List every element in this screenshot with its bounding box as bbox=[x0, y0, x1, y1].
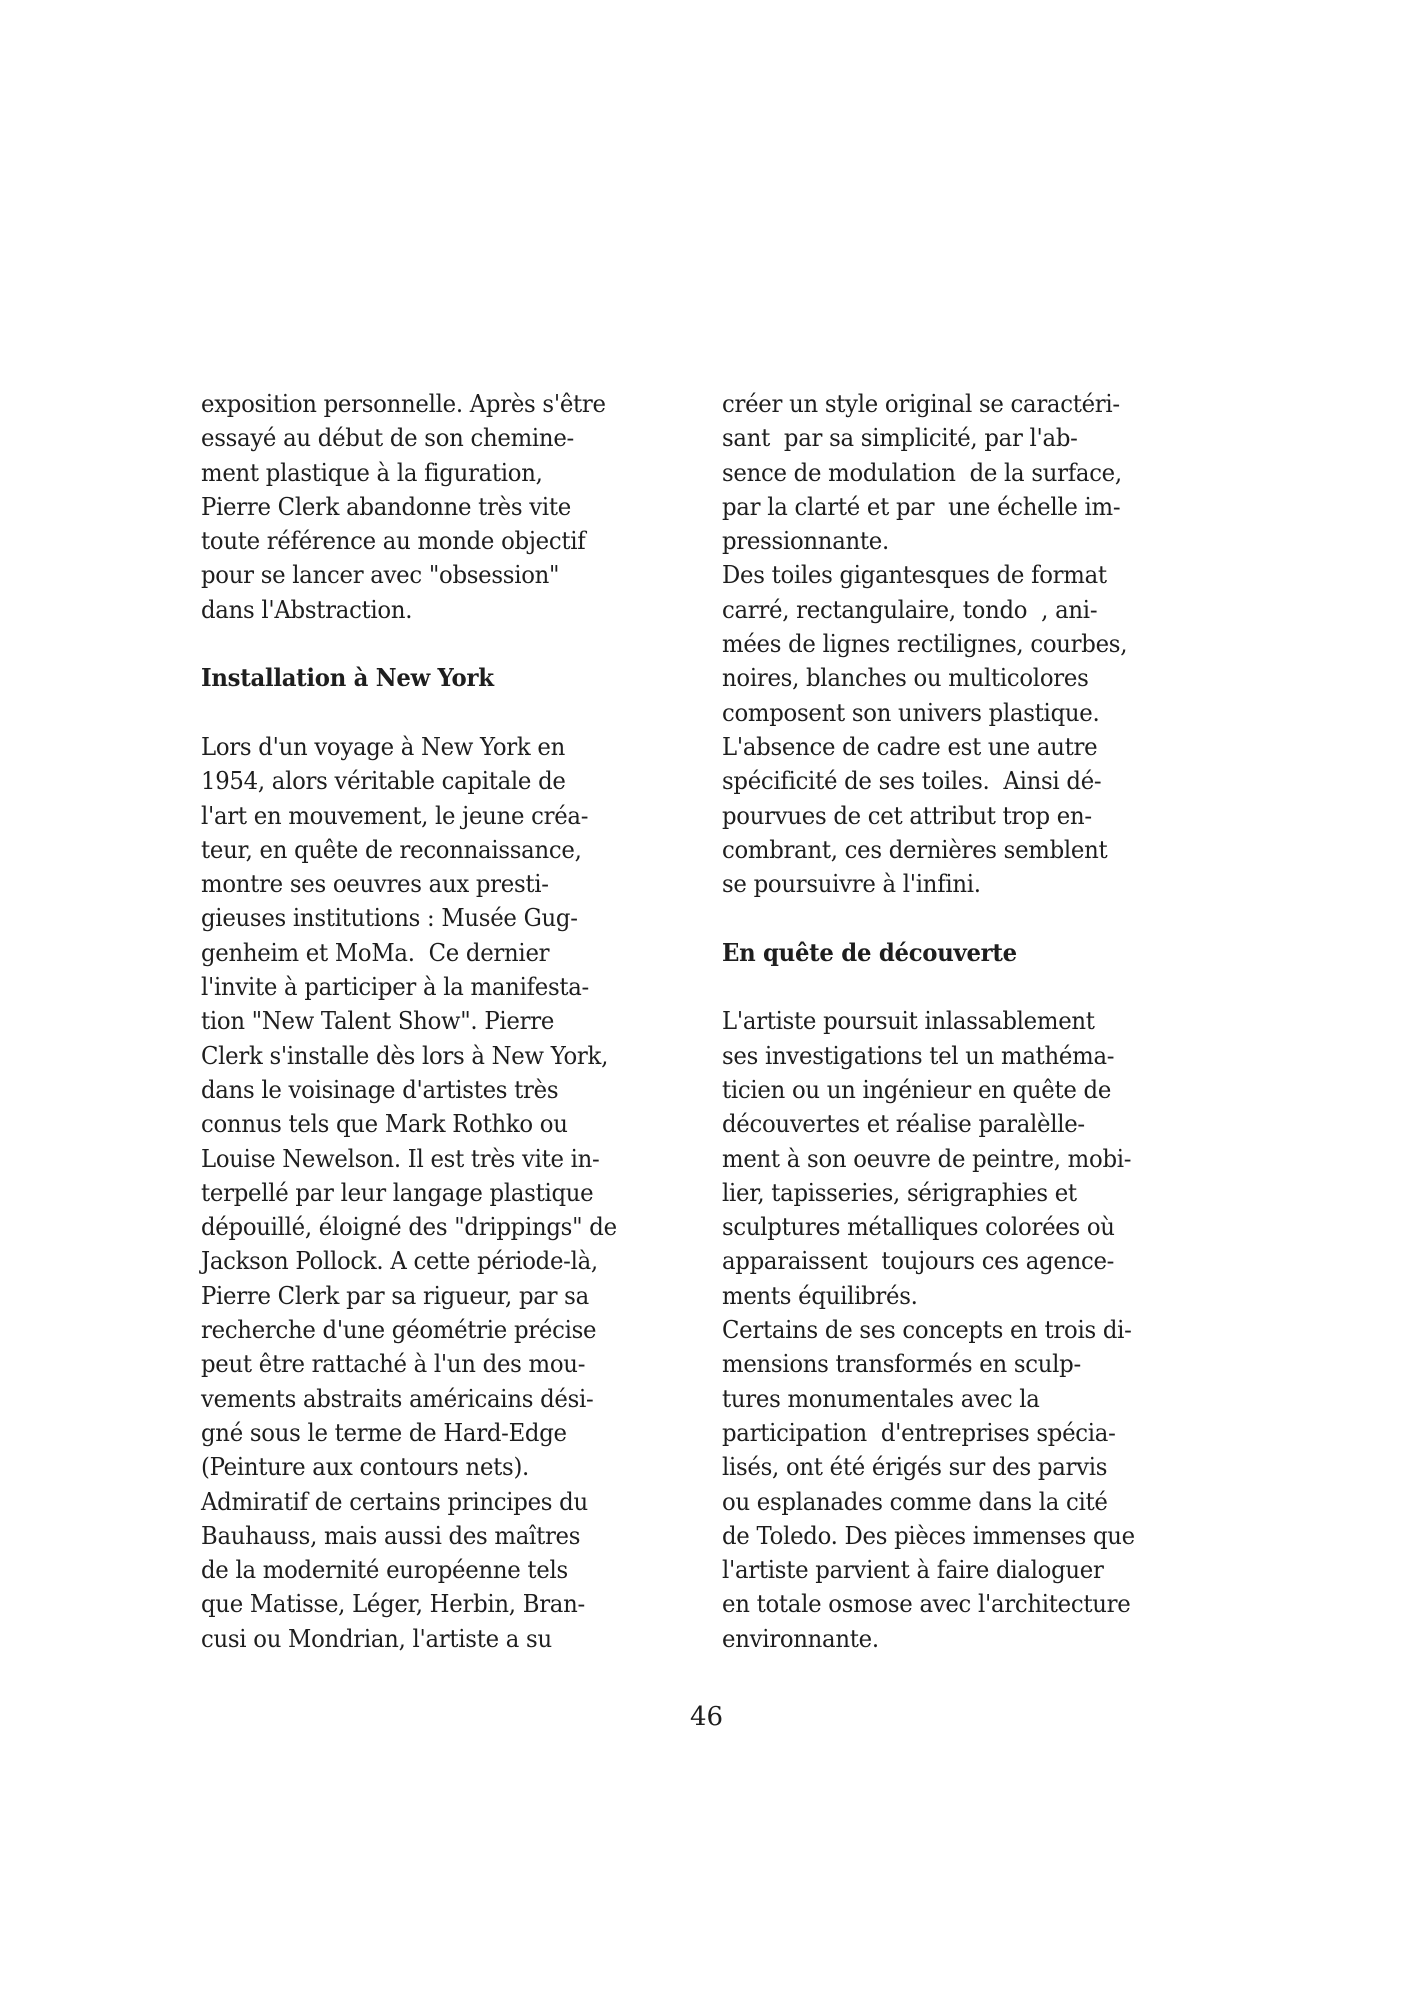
text-line: recherche d'une géométrie précise bbox=[201, 1315, 597, 1345]
spacer bbox=[201, 627, 721, 661]
text-line: l'art en mouvement, le jeune créa- bbox=[201, 800, 589, 830]
text-line: mensions transformés en sculp- bbox=[722, 1349, 1081, 1379]
text-line: teur, en quête de reconnaissance, bbox=[201, 834, 582, 864]
text-line: vements abstraits américains dési- bbox=[201, 1383, 594, 1413]
text-line: exposition personnelle. Après s'être bbox=[201, 389, 606, 418]
text-line: pourvues de cet attribut trop en- bbox=[722, 800, 1092, 830]
spacer bbox=[722, 970, 1242, 1004]
text-line: de Toledo. Des pièces immenses que bbox=[722, 1520, 1135, 1550]
text-line: (Peinture aux contours nets). bbox=[201, 1452, 530, 1482]
text-line: ses investigations tel un mathéma- bbox=[722, 1040, 1115, 1070]
left-intro-paragraph bbox=[201, 387, 721, 627]
text-line: pressionnante. bbox=[722, 526, 889, 556]
text-line: cusi ou Mondrian, l'artiste a su bbox=[201, 1623, 552, 1653]
text-line: apparaissent toujours ces agence- bbox=[722, 1246, 1115, 1276]
text-line: mées de lignes rectilignes, courbes, bbox=[722, 629, 1128, 659]
text-line: dépouillé, éloigné des "drippings" de bbox=[201, 1212, 617, 1242]
spacer bbox=[722, 901, 1242, 935]
text-line: participation d'entreprises spécia- bbox=[722, 1417, 1116, 1447]
text-line: essayé au début de son chemine- bbox=[201, 423, 574, 453]
text-line: montre ses oeuvres aux presti- bbox=[201, 869, 549, 899]
text-line: Pierre Clerk par sa rigueur, par sa bbox=[201, 1280, 589, 1310]
text-line: 1954, alors véritable capitale de bbox=[201, 766, 566, 796]
text-line: lisés, ont été érigés sur des parvis bbox=[722, 1452, 1108, 1482]
text-line: Admiratif de certains principes du bbox=[201, 1486, 588, 1516]
text-line: sculptures métalliques colorées où bbox=[722, 1212, 1115, 1242]
page-number: 46 bbox=[689, 1702, 724, 1732]
text-line: L'absence de cadre est une autre bbox=[722, 731, 1098, 761]
text-line: terpellé par leur langage plastique bbox=[201, 1177, 594, 1207]
text-line: de la modernité européenne tels bbox=[201, 1555, 568, 1585]
text-line: ticien ou un ingénieur en quête de bbox=[722, 1074, 1112, 1104]
text-line: en totale osmose avec l'architecture bbox=[722, 1589, 1131, 1619]
text-line: Clerk s'installe dès lors à New York, bbox=[201, 1040, 609, 1070]
text-line: pour se lancer avec "obsession" bbox=[201, 560, 560, 590]
text-line: combrant, ces dernières semblent bbox=[722, 834, 1108, 864]
text-line: tures monumentales avec la bbox=[722, 1383, 1040, 1413]
section-heading-new-york: Installation à New York bbox=[201, 663, 494, 693]
text-line: Certains de ses concepts en trois di- bbox=[722, 1315, 1132, 1345]
right-intro-paragraph bbox=[722, 387, 1242, 901]
text-line: Jackson Pollock. A cette période-là, bbox=[201, 1246, 598, 1276]
text-line: tion "New Talent Show". Pierre bbox=[201, 1006, 555, 1036]
text-line: Lors d'un voyage à New York en bbox=[201, 731, 565, 761]
text-line: sence de modulation de la surface, bbox=[722, 457, 1122, 487]
text-line: dans le voisinage d'artistes très bbox=[201, 1074, 559, 1104]
text-line: peut être rattaché à l'un des mou- bbox=[201, 1349, 586, 1379]
right-column bbox=[722, 387, 1242, 1656]
decouverte-paragraph bbox=[722, 1004, 1242, 1656]
text-line: Bauhauss, mais aussi des maîtres bbox=[201, 1520, 581, 1550]
text-line: connus tels que Mark Rothko ou bbox=[201, 1109, 568, 1139]
text-line: noires, blanches ou multicolores bbox=[722, 663, 1089, 693]
text-line: genheim et MoMa. Ce dernier bbox=[201, 937, 550, 967]
text-line: découvertes et réalise paralèlle- bbox=[722, 1109, 1085, 1139]
text-line: gieuses institutions : Musée Gug- bbox=[201, 903, 578, 933]
text-line: L'artiste poursuit inlassablement bbox=[722, 1006, 1095, 1036]
text-line: carré, rectangulaire, tondo , ani- bbox=[722, 594, 1098, 624]
text-line: ou esplanades comme dans la cité bbox=[722, 1486, 1108, 1516]
text-line: Louise Newelson. Il est très vite in- bbox=[201, 1143, 600, 1173]
text-line: dans l'Abstraction. bbox=[201, 594, 413, 624]
text-line: Pierre Clerk abandonne très vite bbox=[201, 491, 571, 521]
text-line: ment à son oeuvre de peintre, mobi- bbox=[722, 1143, 1132, 1173]
text-line: ments équilibrés. bbox=[722, 1280, 918, 1310]
text-line: sant par sa simplicité, par l'ab- bbox=[722, 423, 1078, 453]
section-heading-decouverte: En quête de découverte bbox=[722, 937, 1017, 967]
text-line: ment plastique à la figuration, bbox=[201, 457, 543, 487]
text-line: lier, tapisseries, sérigraphies et bbox=[722, 1177, 1077, 1207]
text-line: gné sous le terme de Hard-Edge bbox=[201, 1417, 567, 1447]
text-line: composent son univers plastique. bbox=[722, 697, 1100, 727]
spacer bbox=[201, 696, 721, 730]
text-line: se poursuivre à l'infini. bbox=[722, 869, 981, 899]
text-line: Des toiles gigantesques de format bbox=[722, 560, 1107, 590]
text-line: l'artiste parvient à faire dialoguer bbox=[722, 1555, 1104, 1585]
text-line: spécificité de ses toiles. Ainsi dé- bbox=[722, 766, 1102, 796]
text-line: créer un style original se caractéri- bbox=[722, 389, 1120, 418]
text-line: par la clarté et par une échelle im- bbox=[722, 491, 1121, 521]
new-york-paragraph bbox=[201, 730, 721, 1656]
text-line: toute référence au monde objectif bbox=[201, 526, 586, 556]
text-line: que Matisse, Léger, Herbin, Bran- bbox=[201, 1589, 585, 1619]
text-line: l'invite à participer à la manifesta- bbox=[201, 972, 589, 1002]
text-line: environnante. bbox=[722, 1623, 879, 1653]
left-column bbox=[201, 387, 721, 1656]
